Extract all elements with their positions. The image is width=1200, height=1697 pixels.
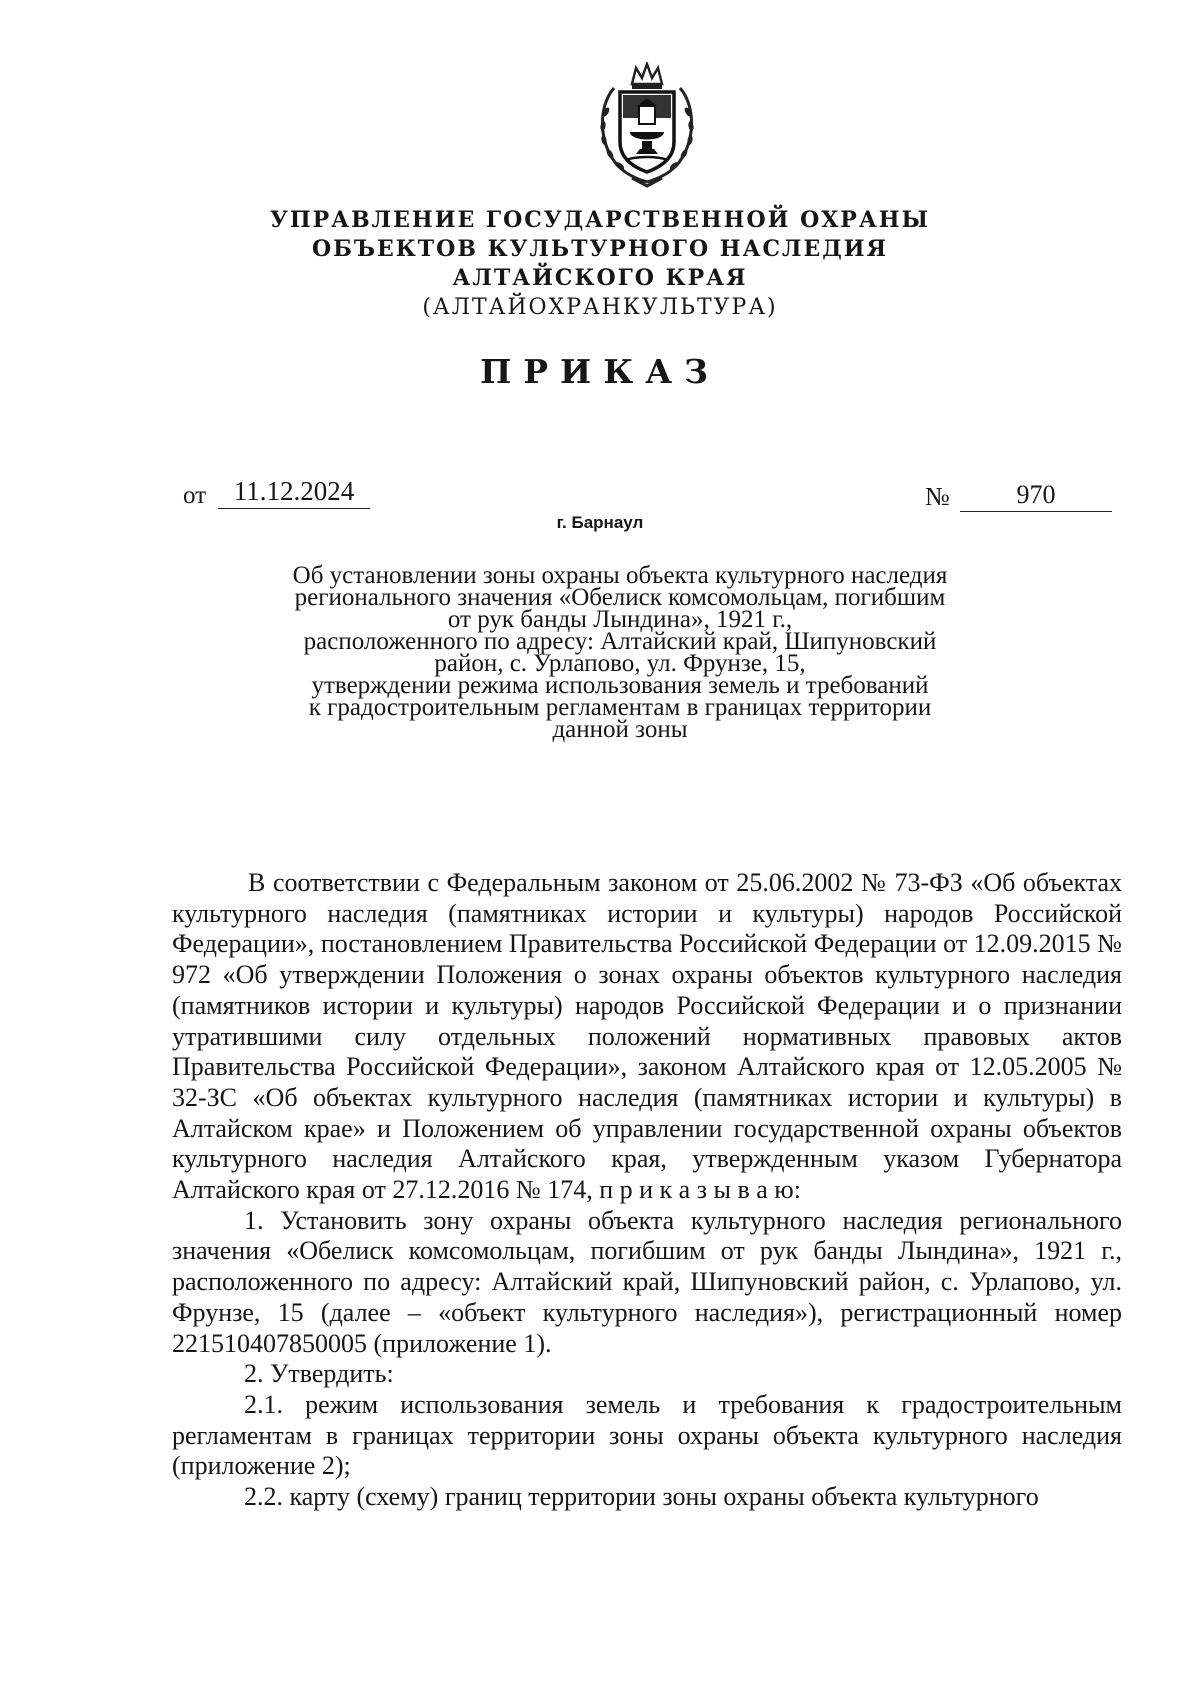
document-date: 11.12.2024 <box>218 476 370 509</box>
document-number: 970 <box>960 480 1112 512</box>
item-2-2-paragraph: 2.2. карту (схему) границ территории зоны охраны объекта культурного <box>244 1482 1039 1512</box>
document-body <box>172 868 1122 1513</box>
number-sign: № <box>925 482 950 511</box>
preamble-paragraph: В соответствии с Федеральным законом от 25.06.2002 № 73-ФЗ «Об объектах культурного наследия (памятниках истории и культуры) народов Российской Федерации», постановлением Правительства Российской Федерации от 12.09.2015 № 972 «Об утверждении Положения о зонах охраны объектов культурного наследия (памятников истории и культуры) народов Российской Федерации и о признании утратившими силу отдельных положений нормативных правовых актов Правительства Российской Федерации», законом Алтайского края от 12.05.2005 № 32-ЗС «Об объектах культурного наследия (памятниках истории и культуры) в Алтайском крае» и Положением об управлении государственной охраны объектов культурного наследия Алтайского края, утвержденным указом Губернатора Алтайского края от 27.12.2016 № 174, п р и к а з ы в а ю: <box>172 868 1122 1205</box>
altai-krai-coat-of-arms-icon <box>592 62 702 190</box>
document-type-title: ПРИКАЗ <box>480 352 720 391</box>
date-prefix: от <box>183 482 207 509</box>
org-name-line-2: ОБЪЕКТОВ КУЛЬТУРНОГО НАСЛЕДИЯ <box>312 236 888 262</box>
subject-line: к градостроительным регламентам в границах территории <box>308 694 932 721</box>
org-name-line-3: АЛТАЙСКОГО КРАЯ <box>452 265 748 291</box>
subject-line: Об установлении зоны охраны объекта культурного наследия <box>292 562 948 589</box>
subject-line: расположенного по адресу: Алтайский край, Шипуновский <box>303 628 937 655</box>
org-abbreviation: (АЛТАЙОХРАНКУЛЬТУРА) <box>422 295 778 320</box>
subject-line: регионального значения «Обелиск комсомольцам, погибшим <box>294 584 946 611</box>
issue-city: г. Барнаул <box>556 513 644 532</box>
item-2-paragraph: 2. Утвердить: <box>244 1359 394 1389</box>
subject-line: данной зоны <box>552 716 688 743</box>
item-2-1-paragraph: 2.1. режим использования земель и требования к градостроительным регламентам в границах территории зоны охраны объекта культурного наследия (приложение 2); <box>172 1389 1122 1481</box>
item-1-paragraph: 1. Установить зону охраны объекта культурного наследия регионального значения «Обелиск комсомольцам, погибшим от рук банды Лындина», 1921 г., расположенного по адресу: Алтайский край, Шипуновский район, с. Урлапово, ул. Фрунзе, 15 (далее – «объект культурного наследия»), регистрационный номер 221510407850005 (приложение 1). <box>172 1205 1122 1358</box>
subject-line: район, с. Урлапово, ул. Фрунзе, 15, <box>434 650 806 677</box>
subject-line: утверждении режима использования земель и требований <box>311 672 929 699</box>
subject-line: от рук банды Лындина», 1921 г., <box>447 606 793 633</box>
document-subject <box>240 562 1000 743</box>
org-name-line-1: УПРАВЛЕНИЕ ГОСУДАРСТВЕННОЙ ОХРАНЫ <box>270 207 930 233</box>
